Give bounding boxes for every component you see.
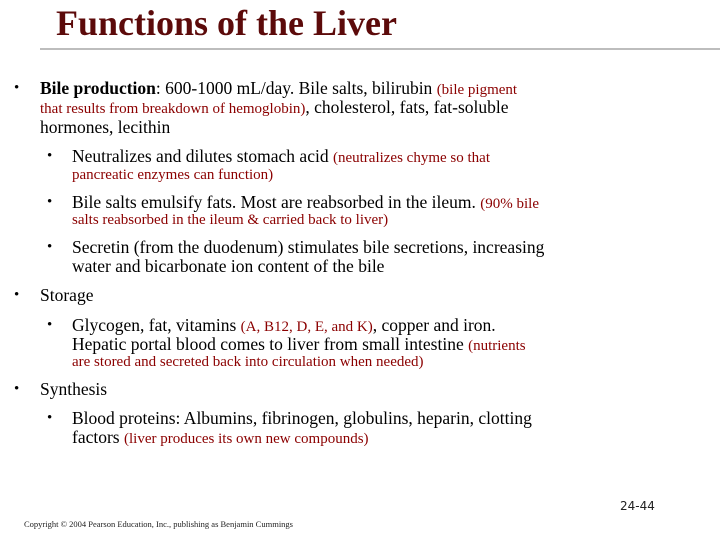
bile-line-3: hormones, lecithin: [40, 117, 171, 137]
storage-label: Storage: [40, 285, 94, 305]
vitamins-note: (A, B12, D, E, and K): [240, 319, 373, 335]
secretin-line-2: water and bicarbonate ion content of the bile: [72, 256, 385, 276]
bullet-emulsify: •: [47, 194, 53, 210]
bullet-bile: •: [14, 80, 20, 96]
bullet-glycogen: •: [47, 317, 53, 333]
page-number: 24-44: [620, 499, 655, 513]
bullet-storage: •: [14, 287, 20, 303]
proteins-line-1: Blood proteins: Albumins, fibrinogen, globulins, heparin, clotting: [72, 408, 532, 428]
emulsify-note-1: (90% bile: [480, 196, 539, 212]
neutralizes-note-2: pancreatic enzymes can function): [72, 167, 274, 183]
bile-note-1: (bile pigment: [436, 82, 518, 98]
bile-note-2: that results from breakdown of hemoglobin): [40, 101, 306, 117]
compounds-note: (liver produces its own new compounds): [124, 431, 369, 447]
copyright-notice: Copyright © 2004 Pearson Education, Inc., publishing as Benjamin Cummings: [24, 519, 293, 529]
emulsify-text: Bile salts emulsify fats. Most are reabsorbed in the ileum.: [72, 192, 481, 212]
bullet-synthesis: •: [14, 381, 20, 397]
neutralizes-text: Neutralizes and dilutes stomach acid: [72, 146, 333, 166]
proteins-line-2: [72, 427, 369, 449]
bullet-neutralizes: •: [47, 148, 53, 164]
nutrients-note-1: (nutrients: [468, 338, 526, 354]
neutralizes-note-1: (neutralizes chyme so that: [332, 150, 490, 166]
glycogen-text: Glycogen, fat, vitamins: [72, 315, 241, 335]
bile-label: Bile production: [40, 78, 156, 98]
hepatic-text: Hepatic portal blood comes to liver from small intestine: [72, 334, 469, 354]
bile-text-2: , cholesterol, fats, fat-soluble: [305, 97, 509, 117]
bile-text-1: : 600-1000 mL/day. Bile salts, bilirubin: [155, 78, 437, 98]
secretin-line-1: Secretin (from the duodenum) stimulates bile secretions, increasing: [72, 237, 545, 257]
nutrients-note-2: are stored and secreted back into circulation when needed): [72, 354, 424, 370]
emulsify-note-2: salts reabsorbed in the ileum & carried back to liver): [72, 212, 389, 228]
bullet-secretin: •: [47, 239, 53, 255]
synthesis-label: Synthesis: [40, 379, 108, 399]
proteins-text-2: factors: [72, 427, 124, 447]
bile-line-2: [40, 97, 509, 119]
glycogen-text-2: , copper and iron.: [372, 315, 496, 335]
bullet-proteins: •: [47, 410, 53, 426]
slide-title: Functions of the Liver: [56, 3, 397, 43]
